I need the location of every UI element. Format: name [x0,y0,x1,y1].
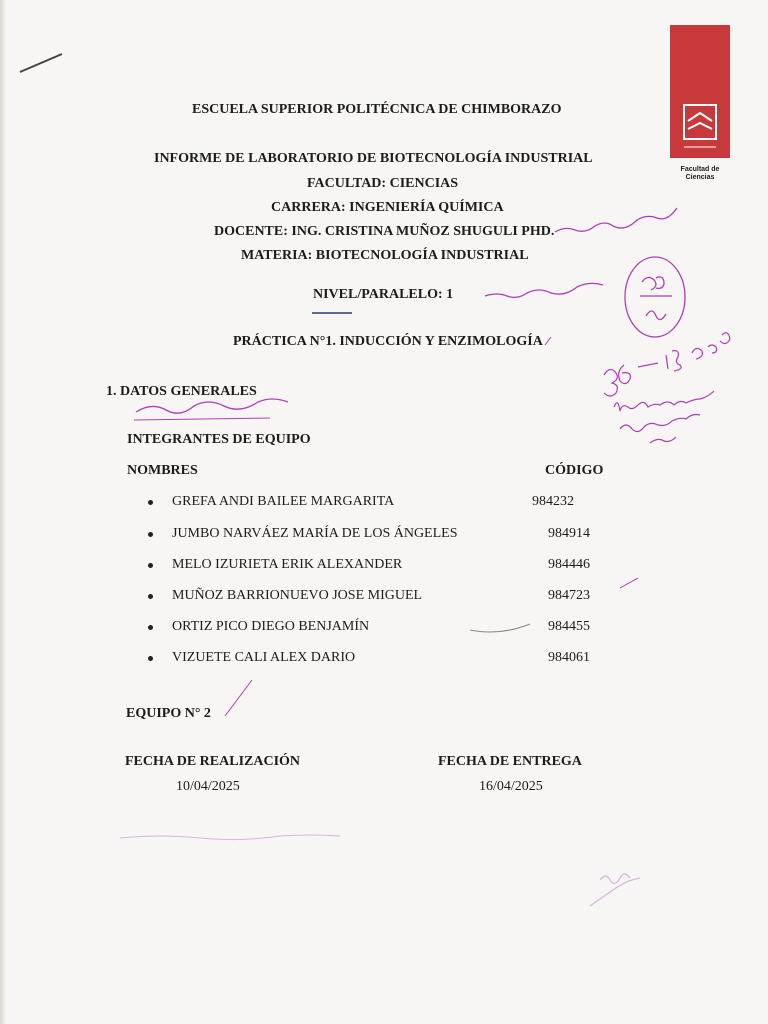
member-code: 984061 [548,650,590,665]
career-line: CARRERA: INGENIERÍA QUÍMICA [271,200,504,215]
annotation-scribble [485,283,603,297]
institution-title: ESCUELA SUPERIOR POLITÉCNICA DE CHIMBORAZO [192,102,562,117]
member-name: ORTIZ PICO DIEGO BENJAMÍN [172,619,370,634]
practice-title: PRÁCTICA N°1. INDUCCIÓN Y ENZIMOLOGÍA [233,334,543,349]
check-stroke [620,578,638,588]
member-code: 984446 [548,557,590,572]
member-name: MELO IZURIETA ERIK ALEXANDER [172,557,403,572]
member-code: 984723 [548,588,590,603]
page-edge [0,0,6,1024]
date-done-label: FECHA DE REALIZACIÓN [125,754,301,769]
column-code: CÓDIGO [545,463,604,478]
bullet-icon [148,563,153,568]
bullet-icon [148,656,153,661]
member-name: VIZUETE CALI ALEX DARIO [172,650,356,665]
annotation-underline [134,418,270,420]
pen-stroke-mark [20,54,62,72]
column-names: NOMBRES [127,463,198,478]
report-title: INFORME DE LABORATORIO DE BIOTECNOLOGÍA INDUSTRIAL [154,151,593,166]
member-name: JUMBO NARVÁEZ MARÍA DE LOS ÁNGELES [172,526,458,541]
logo-caption [660,166,740,182]
building-icon [670,25,730,158]
grade-digits [646,311,666,320]
section-title: 1. DATOS GENERALES [106,384,257,399]
faded-scribble [600,874,630,884]
handwritten-note [600,325,760,445]
member-name: MUÑOZ BARRIONUEVO JOSE MIGUEL [172,588,423,603]
annotation-scribble [555,208,677,232]
level-line: NIVEL/PARALELO: 1 [313,287,454,302]
team-number: EQUIPO N° 2 [126,706,211,721]
annotation-scribble [136,399,288,413]
bullet-icon [148,625,153,630]
team-heading: INTEGRANTES DE EQUIPO [127,432,311,447]
pen-stroke-mark [470,624,530,632]
faculty-logo [670,25,730,158]
faculty-line: FACULTAD: CIENCIAS [307,176,459,191]
date-delivery-value: 16/04/2025 [479,779,543,794]
faded-scribble [120,835,340,840]
logo-caption-line1: Facultad de [680,166,720,173]
member-code: 984455 [548,619,590,634]
subject-line: MATERIA: BIOTECNOLOGÍA INDUSTRIAL [241,248,529,263]
date-delivery-label: FECHA DE ENTREGA [438,754,582,769]
check-stroke [225,680,252,716]
teacher-line: DOCENTE: ING. CRISTINA MUÑOZ SHUGULI PHD. [214,224,555,239]
faded-scribble [590,878,640,906]
bullet-icon [148,594,153,599]
grade-digits [642,277,664,290]
bullet-icon [148,532,153,537]
check-stroke [545,337,551,345]
logo-caption-line2: Ciencias [685,174,715,181]
date-done-value: 10/04/2025 [176,779,240,794]
member-name: GREFA ANDI BAILEE MARGARITA [172,494,395,509]
bullet-icon [148,500,153,505]
member-code: 984914 [548,526,590,541]
member-code: 984232 [532,494,574,509]
